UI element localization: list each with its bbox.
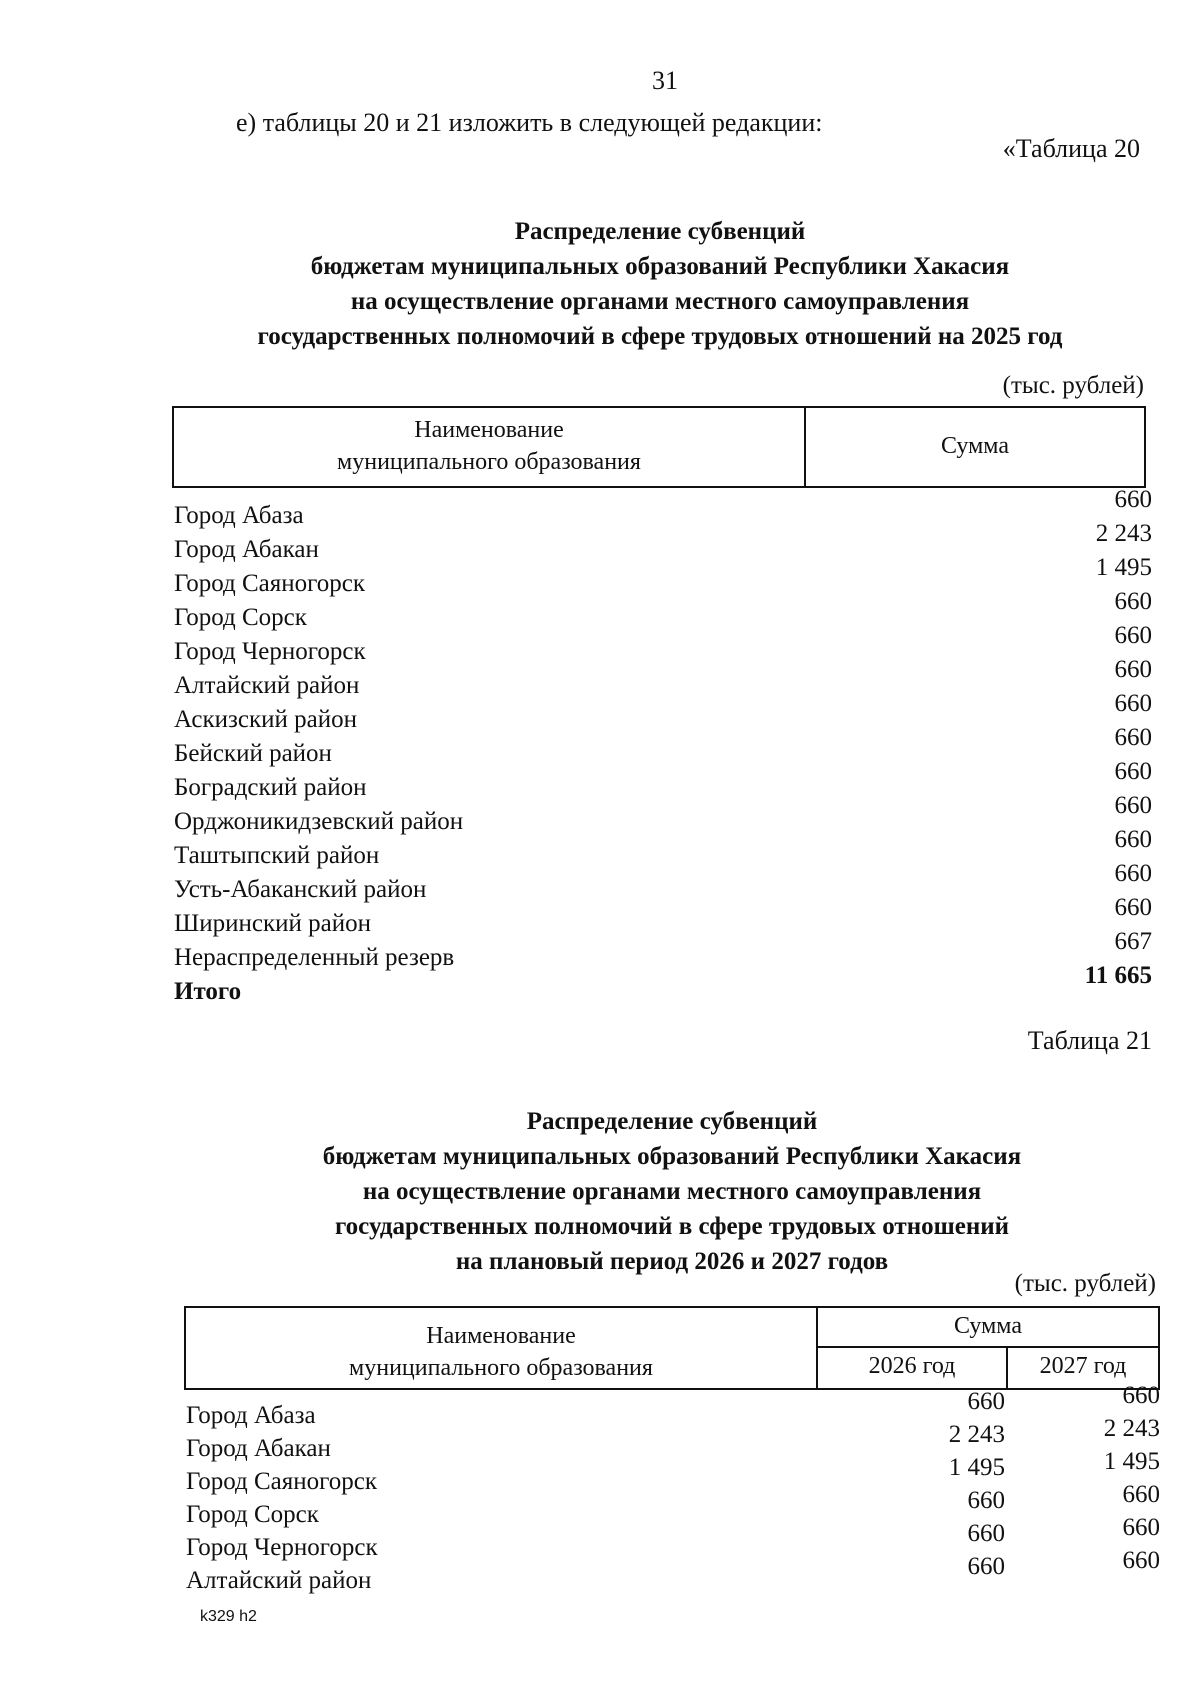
- table20-header: [172, 406, 1146, 488]
- row-name: Город Сорск: [186, 1501, 319, 1528]
- row-name: Город Саяногорск: [174, 570, 366, 597]
- table20-title-line: Распределение субвенций: [514, 218, 806, 245]
- row-name: Аскизский район: [174, 706, 358, 733]
- row-name: Город Черногорск: [174, 638, 366, 665]
- footer-code: k329 h2: [200, 1608, 257, 1625]
- row-value-2026: 660: [967, 1520, 1005, 1547]
- row-value-2026: 660: [967, 1487, 1005, 1514]
- row-name: Город Сорск: [174, 604, 307, 631]
- header-name-line2: муниципального образования: [337, 449, 641, 475]
- row-name: Бейский район: [174, 740, 332, 767]
- row-name: Город Абакан: [186, 1435, 331, 1462]
- table21-title-line: Распределение субвенций: [526, 1108, 818, 1135]
- row-value: 660: [1114, 622, 1152, 649]
- table20-header-sum: Сумма: [941, 433, 1009, 459]
- row-value: 660: [1114, 894, 1152, 921]
- table20-title-line: бюджетам муниципальных образований Республики Хакасия: [310, 253, 1010, 280]
- table21-header-year2: 2027 год: [1039, 1353, 1127, 1379]
- header-name-line1: Наименование: [414, 417, 564, 443]
- row-name: Таштыпский район: [174, 842, 380, 869]
- row-value-2026: 2 243: [948, 1421, 1005, 1448]
- table21-label: Таблица 21: [1027, 1026, 1152, 1055]
- row-value-2027: 660: [1122, 1382, 1160, 1409]
- table-row: [174, 690, 1152, 733]
- table-row: [174, 554, 1152, 597]
- row-name: Нераспределенный резерв: [174, 944, 455, 971]
- row-name: Ширинский район: [174, 910, 371, 937]
- table20-title-line: государственных полномочий в сфере трудовых отношений на 2025 год: [257, 323, 1063, 350]
- table20-header-name: [174, 414, 804, 478]
- header-subdivider: [818, 1346, 1158, 1348]
- row-value: 667: [1114, 928, 1152, 955]
- total-label: Итого: [174, 978, 242, 1005]
- page-number: 31: [652, 66, 678, 95]
- row-value: 660: [1114, 486, 1152, 513]
- row-name: Город Абаза: [174, 502, 304, 529]
- row-value-2027: 2 243: [1103, 1415, 1160, 1442]
- table20-unit: (тыс. рублей): [1002, 372, 1144, 399]
- table21-title-line: бюджетам муниципальных образований Республики Хакасия: [322, 1143, 1022, 1170]
- row-value-2026: 1 495: [948, 1454, 1005, 1481]
- row-value: 660: [1114, 588, 1152, 615]
- row-value: 660: [1114, 826, 1152, 853]
- row-name: Орджоникидзевский район: [174, 808, 464, 835]
- table21-unit: (тыс. рублей): [1014, 1270, 1156, 1297]
- table21-header: [184, 1306, 1160, 1390]
- table21-body: [186, 1382, 1160, 1594]
- row-value-2027: 1 495: [1103, 1448, 1160, 1475]
- row-value-2027: 660: [1122, 1547, 1160, 1574]
- row-value-2026: 660: [967, 1553, 1005, 1580]
- table20-title: [160, 214, 1160, 354]
- total-value: 11 665: [1084, 962, 1152, 989]
- table-row-total: [174, 962, 1152, 1005]
- row-name: Город Абаза: [186, 1402, 316, 1429]
- table21-title-line: государственных полномочий в сфере трудовых отношений: [334, 1213, 1010, 1240]
- table20-title-line: на осуществление органами местного самоуправления: [350, 288, 970, 315]
- table21-title-line: на плановый период 2026 и 2027 годов: [455, 1248, 889, 1275]
- table21-header-name: [186, 1320, 816, 1384]
- row-name: Город Абакан: [174, 536, 319, 563]
- row-value: 1 495: [1095, 554, 1152, 581]
- row-name: Боградский район: [174, 774, 367, 801]
- table-row: [174, 486, 1152, 529]
- row-name: Усть-Абаканский район: [174, 876, 427, 903]
- table21-header-year1: 2026 год: [868, 1353, 956, 1379]
- row-value-2027: 660: [1122, 1481, 1160, 1508]
- row-name: Город Черногорск: [186, 1534, 378, 1561]
- row-value: 2 243: [1095, 520, 1152, 547]
- row-value: 660: [1114, 758, 1152, 785]
- header-name-line2: муниципального образования: [349, 1355, 653, 1381]
- row-name: Город Саяногорск: [186, 1468, 378, 1495]
- row-value-2027: 660: [1122, 1514, 1160, 1541]
- row-value: 660: [1114, 792, 1152, 819]
- table-row: [174, 826, 1152, 869]
- table-row: [174, 622, 1152, 665]
- row-value-2026: 660: [967, 1388, 1005, 1415]
- table-row: [174, 724, 1152, 767]
- table-row: [174, 860, 1152, 903]
- table-row: [174, 656, 1152, 699]
- table-row: [174, 894, 1152, 937]
- row-name: Алтайский район: [186, 1567, 372, 1594]
- table21-title: [172, 1104, 1172, 1279]
- table20-label: «Таблица 20: [1002, 134, 1140, 163]
- table-row: [174, 520, 1152, 563]
- table21-header-sum: Сумма: [954, 1313, 1022, 1339]
- table20-body: [174, 486, 1152, 1005]
- table-row: [174, 758, 1152, 801]
- table-row: [174, 588, 1152, 631]
- table21-title-line: на осуществление органами местного самоуправления: [362, 1178, 982, 1205]
- row-value: 660: [1114, 724, 1152, 751]
- intro-text: е) таблицы 20 и 21 изложить в следующей редакции:: [236, 108, 823, 137]
- row-name: Алтайский район: [174, 672, 360, 699]
- row-value: 660: [1114, 860, 1152, 887]
- table-row: [174, 928, 1152, 971]
- row-value: 660: [1114, 656, 1152, 683]
- row-value: 660: [1114, 690, 1152, 717]
- table-row: [174, 792, 1152, 835]
- header-name-line1: Наименование: [426, 1323, 576, 1349]
